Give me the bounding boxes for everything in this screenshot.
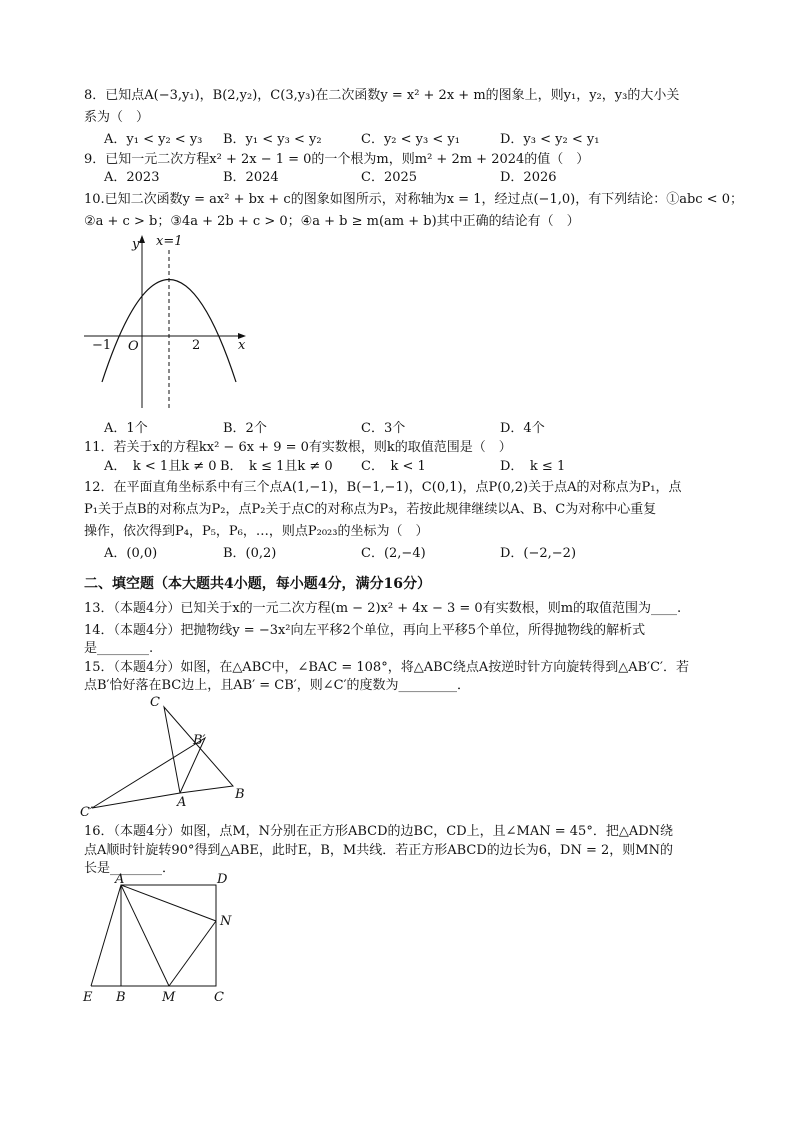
label-n: N: [220, 914, 232, 929]
q15-stem-line2: 点B′恰好落在BC边上，且AB′ = CB′，则∠C′的度数为_________．: [84, 678, 471, 693]
label-e: E: [83, 990, 93, 1005]
q11-stem-line1: 11．若关于x的方程kx² − 6x + 9 = 0有实数根，则k的取值范围是（ ）: [84, 440, 512, 455]
label-a: A: [177, 795, 187, 810]
tick-label-neg1: −1: [92, 338, 112, 353]
label-b-prime: B′: [193, 733, 206, 748]
label-d: D: [217, 872, 228, 887]
square-abcd: [121, 885, 216, 986]
y-axis-arrow: [139, 235, 145, 243]
q14-stem-line1: 14．（本题4分）把抛物线y = −3x²向左平移2个单位，再向上平移5个单位，所得抛物线的解析式: [84, 623, 646, 638]
triangle-ac-b-c-prime: [92, 738, 205, 808]
q15-stem-line1: 15．（本题4分）如图，在△ABC中，∠BAC = 108°，将△ABC绕点A按逆时针方向旋转得到△AB′C′．若: [84, 660, 689, 675]
label-c: C: [214, 990, 224, 1005]
q10-option-b: B．2个: [223, 421, 267, 436]
x-axis-label: x: [238, 338, 246, 353]
q12-stem-line3: 操作，依次得到P₄，P₅，P₆，…，则点P₂₀₂₃的坐标为（ ）: [84, 524, 429, 539]
label-m: M: [162, 990, 176, 1005]
q16-square-figure: [80, 874, 240, 1006]
symmetry-axis-label: x=1: [156, 234, 183, 249]
q11-option-a: A． k < 1且k ≠ 0: [104, 459, 217, 474]
segment-ae: [91, 885, 121, 986]
label-b: B: [116, 990, 126, 1005]
q8-stem-line2: 系为（ ）: [84, 110, 150, 125]
q9-option-d: D．2026: [500, 170, 557, 185]
q13-stem-line1: 13．（本题4分）已知关于x的一元二次方程(m − 2)x² + 4x − 3 = 0有实数根，则m的取值范围为____.: [84, 601, 682, 616]
q10-option-a: A．1个: [104, 421, 148, 436]
tick-label-2: 2: [192, 338, 201, 353]
q12-stem-line1: 12．在平面直角坐标系中有三个点A(1,−1)，B(−1,−1)，C(0,1)，点P(0,2)关于点A的对称点为P₁，点: [84, 480, 682, 495]
q14-stem-line2: 是________.: [84, 641, 154, 656]
q8-option-a: A．y₁ < y₂ < y₃: [104, 132, 203, 147]
q10-stem-line1: 10.已知二次函数y = ax² + bx + c的图象如图所示，对称轴为x = 1，经过点(−1,0)，有下列结论：①abc < 0；: [84, 192, 743, 207]
q12-option-a: A．(0,0): [104, 546, 158, 561]
label-c-prime: C′: [80, 805, 93, 820]
q9-option-a: A．2023: [104, 170, 160, 185]
triangle-abc: [164, 707, 233, 793]
q12-stem-line2: P₁关于点B的对称点为P₂，点P₂关于点C的对称点为P₃，若按此规律继续以A、B、C为对称中心重复: [84, 502, 657, 517]
label-a: A: [115, 872, 125, 887]
q8-option-b: B．y₁ < y₃ < y₂: [223, 132, 322, 147]
q8-option-c: C．y₂ < y₃ < y₁: [361, 132, 460, 147]
q12-option-c: C．(2,−4): [361, 546, 426, 561]
segment-mn: [169, 921, 216, 986]
q10-option-d: D．4个: [500, 421, 545, 436]
q12-option-b: B．(0,2): [223, 546, 277, 561]
q8-stem-line1: 8．已知点A(−3,y₁)，B(2,y₂)，C(3,y₃)在二次函数y = x² + 2x + m的图象上，则y₁，y₂，y₃的大小关: [84, 88, 680, 103]
q11-option-d: D． k ≤ 1: [500, 459, 566, 474]
label-c: C: [150, 695, 160, 710]
q11-option-b: B． k ≤ 1且k ≠ 0: [220, 459, 333, 474]
q16-stem-line3: 长是________．: [84, 861, 176, 876]
q8-option-d: D．y₃ < y₂ < y₁: [500, 132, 600, 147]
q10-parabola-graph: [80, 232, 260, 414]
q11-option-c: C． k < 1: [361, 459, 426, 474]
q12-option-d: D．(−2,−2): [500, 546, 577, 561]
q16-stem-line2: 点A顺时针旋转90°得到△ABE，此时E，B，M共线．若正方形ABCD的边长为6，DN = 2，则MN的: [84, 843, 673, 858]
q15-triangle-figure: [80, 690, 280, 822]
q10-option-c: C．3个: [361, 421, 406, 436]
q10-stem-line2: ②a + c > b；③4a + 2b + c > 0；④a + b ≥ m(am + b)其中正确的结论有（ ）: [84, 214, 580, 229]
y-axis-label: y: [132, 237, 140, 252]
origin-label: O: [128, 339, 139, 354]
q9-stem-line1: 9．已知一元二次方程x² + 2x − 1 = 0的一个根为m，则m² + 2m + 2024的值（ ）: [84, 152, 590, 167]
section-title: 二、填空题（本大题共4小题，每小题4分，满分16分）: [84, 576, 431, 592]
q16-stem-line1: 16．（本题4分）如图，点M，N分别在正方形ABCD的边BC，CD上，且∠MAN = 45°．把△ADN绕: [84, 824, 674, 839]
q9-option-c: C．2025: [361, 170, 418, 185]
q9-option-b: B．2024: [223, 170, 279, 185]
label-b: B: [235, 787, 245, 802]
